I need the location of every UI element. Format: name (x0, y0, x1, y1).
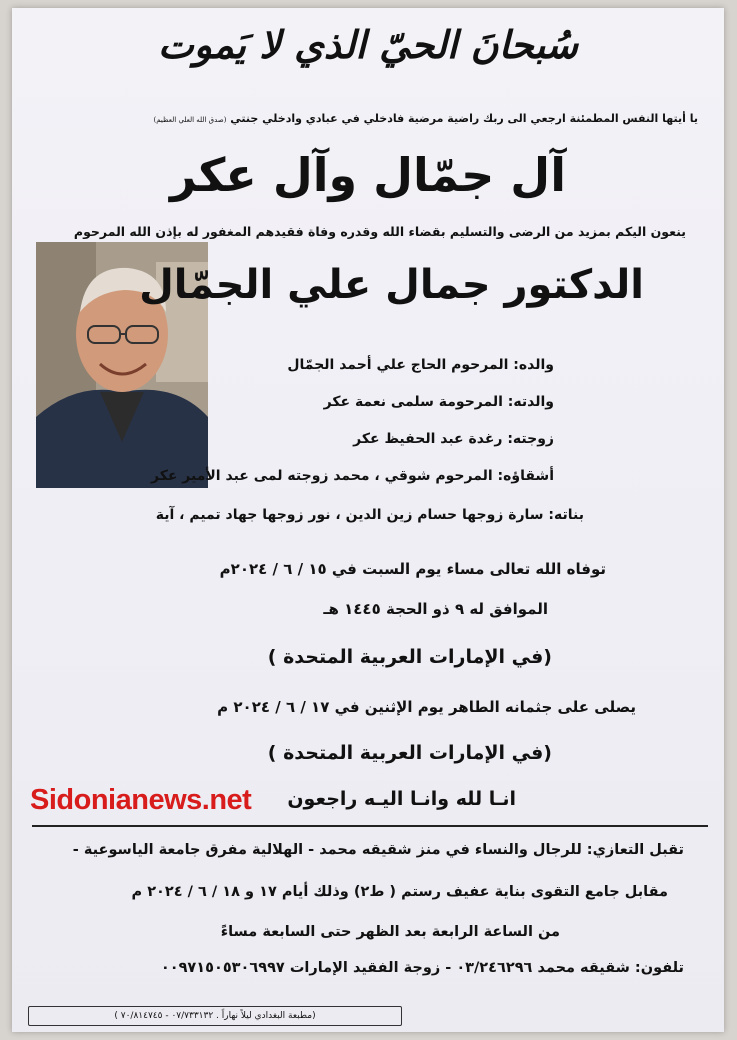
printer-credit: (مطبعة البغدادي ليلاً نهاراً . ٠٧/٧٣٣١٣٢ - ٧٠/٨١٤٧٤٥ ) (28, 1006, 402, 1026)
quran-verse (154, 112, 698, 125)
divider (32, 825, 708, 827)
verse-source: (صدق الله العلي العظيم) (153, 116, 227, 124)
calligraphy-header: سُبحانَ الحيّ الذي لا يَموت (157, 22, 579, 67)
prayer-line: يصلى على جثمانه الطاهر يوم الإثنين في ١٧ / ٦ / ٢٠٢٤ م (217, 698, 636, 716)
death-place: (في الإمارات العربية المتحدة ) (267, 646, 552, 668)
relative-father: والده: المرحوم الحاج علي أحمد الجمّال (287, 357, 554, 373)
quran-phrase: انـا لله وانـا اليـه راجعون (287, 788, 516, 810)
relative-brothers: أشقاؤه: المرحوم شوقي ، محمد زوجته لمى عبد الأمير عكر (151, 468, 554, 484)
condolence-line-3: من الساعة الرابعة بعد الظهر حتى السابعة مساءً (220, 924, 560, 940)
relative-wife: زوجته: رغدة عبد الحفيظ عكر (353, 431, 554, 447)
condolence-phone: تلفون: شقيقه محمد ٠٣/٢٤٦٢٩٦ - زوجة الفقيد الإمارات ٠٠٩٧١٥٠٥٣٠٦٩٩٧ (160, 960, 684, 976)
prayer-place: (في الإمارات العربية المتحدة ) (267, 742, 552, 764)
announcement-text: ينعون اليكم بمزيد من الرضى والتسليم بقضاء الله وقدره وفاة فقيدهم المغفور له بإذن الله المرحوم (73, 224, 686, 239)
verse-text: يا أيتها النفس المطمئنة ارجعي الى ربك راضية مرضية فادخلي في عبادي وادخلي جنتي (230, 112, 698, 125)
watermark-logo: Sidonianews.net (30, 784, 252, 816)
condolence-line-2: مقابل جامع التقوى بناية عفيف رستم ( ط٢) وذلك أيام ١٧ و ١٨ / ٦ / ٢٠٢٤ م (131, 884, 668, 900)
relative-daughters: بناته: سارة زوجها حسام زين الدين ، نور زوجها جهاد تميم ، آية (155, 507, 584, 523)
deceased-name: الدكتور جمال علي الجمّال (139, 262, 644, 308)
death-date: توفاه الله تعالى مساء يوم السبت في ١٥ / ٦ / ٢٠٢٤م (219, 560, 606, 578)
condolence-line-1: تقبل التعازي: للرجال والنساء في منز شقيقه محمد - الهلالية مفرق جامعة الياسوعية - (72, 842, 684, 858)
relative-mother: والدته: المرحومة سلمى نعمة عكر (323, 394, 554, 410)
obituary-poster (12, 8, 724, 1032)
families-title: آل جمّال وآل عكر (170, 148, 566, 202)
hijri-date: الموافق له ٩ ذو الحجة ١٤٤٥ هـ (323, 600, 548, 618)
